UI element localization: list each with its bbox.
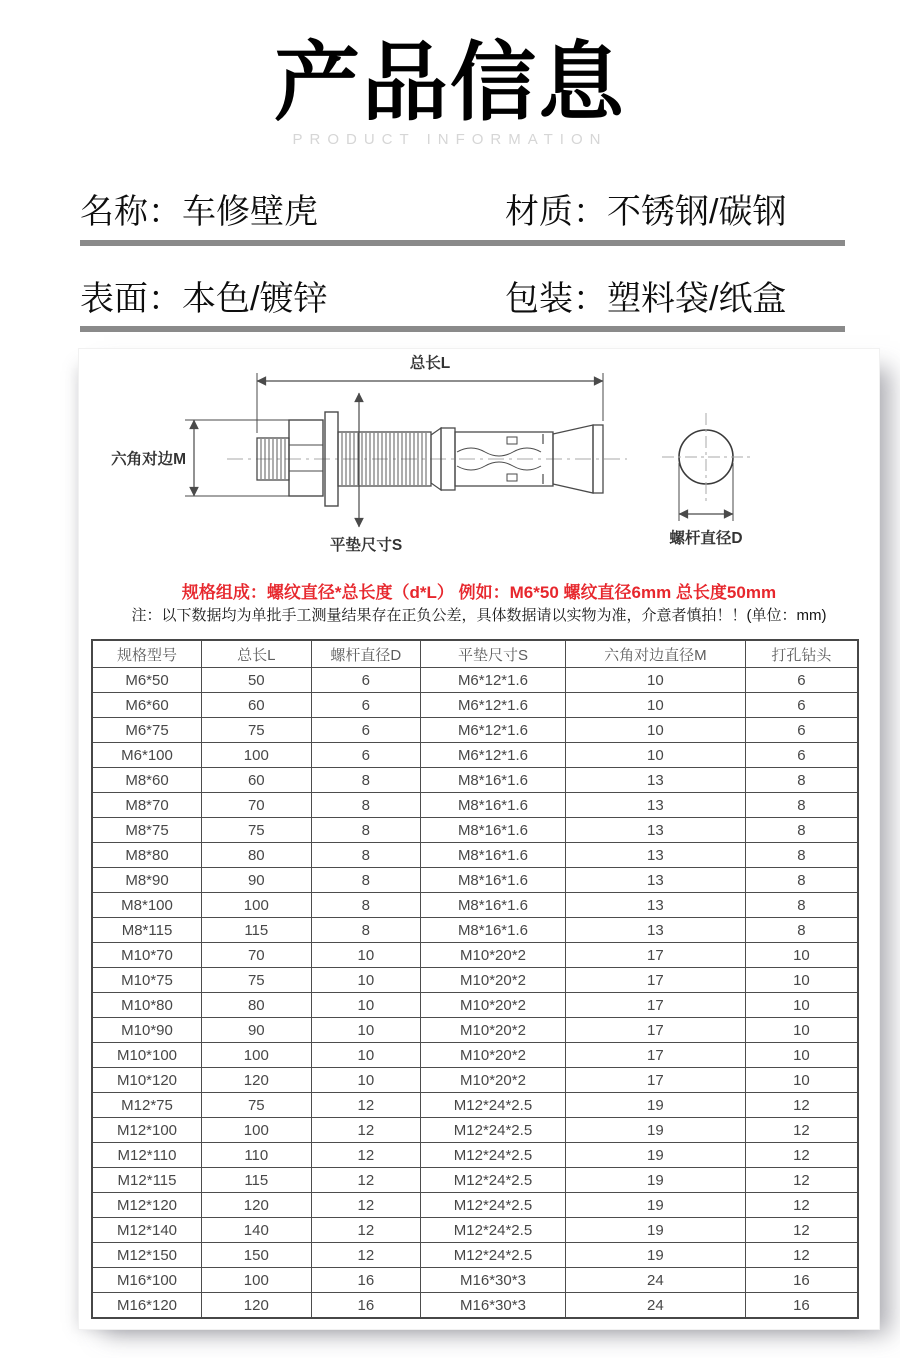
table-row <box>92 1268 858 1293</box>
table-cell: 90 <box>202 868 312 893</box>
table-row <box>92 693 858 718</box>
table-cell: 10 <box>745 1043 858 1068</box>
table-cell: 12 <box>745 1093 858 1118</box>
table-row <box>92 1093 858 1118</box>
table-cell: 120 <box>202 1193 312 1218</box>
spec-composition-line: 规格组成：螺纹直径*总长度（d*L） 例如：M6*50 螺纹直径6mm 总长度50mm <box>181 583 777 602</box>
table-cell: M6*50 <box>92 668 202 693</box>
table-cell: 10 <box>565 693 745 718</box>
dim-label-total-length: 总长L <box>409 355 451 372</box>
table-cell: 13 <box>565 843 745 868</box>
table-cell: 16 <box>745 1268 858 1293</box>
table-cell: 80 <box>202 993 312 1018</box>
table-cell: M12*75 <box>92 1093 202 1118</box>
table-cell: 10 <box>745 1018 858 1043</box>
table-cell: M6*75 <box>92 718 202 743</box>
table-row <box>92 868 858 893</box>
table-cell: 6 <box>311 718 421 743</box>
table-cell: 75 <box>202 818 312 843</box>
table-cell: 12 <box>745 1193 858 1218</box>
material-label: 材质： <box>505 193 607 231</box>
table-cell: M6*100 <box>92 743 202 768</box>
table-cell: 10 <box>745 968 858 993</box>
table-cell: M8*75 <box>92 818 202 843</box>
table-cell: M12*24*2.5 <box>421 1243 566 1268</box>
table-cell: M12*24*2.5 <box>421 1218 566 1243</box>
table-cell: M8*80 <box>92 843 202 868</box>
table-cell: 19 <box>565 1143 745 1168</box>
table-cell: 24 <box>565 1268 745 1293</box>
table-cell: M8*16*1.6 <box>421 918 566 943</box>
table-cell: 8 <box>745 868 858 893</box>
table-cell: M16*100 <box>92 1268 202 1293</box>
table-cell: M8*16*1.6 <box>421 843 566 868</box>
table-cell: 6 <box>311 693 421 718</box>
table-cell: M10*20*2 <box>421 993 566 1018</box>
table-cell: 13 <box>565 768 745 793</box>
table-cell: 17 <box>565 1068 745 1093</box>
table-cell: M6*60 <box>92 693 202 718</box>
dim-label-rod-diameter: 螺杆直径D <box>669 530 743 547</box>
table-cell: M8*16*1.6 <box>421 768 566 793</box>
anchor-bolt-diagram <box>79 349 881 577</box>
table-cell: M12*24*2.5 <box>421 1168 566 1193</box>
table-cell: M12*110 <box>92 1143 202 1168</box>
table-cell: 13 <box>565 868 745 893</box>
table-cell: 10 <box>311 1043 421 1068</box>
table-row <box>92 968 858 993</box>
table-cell: 12 <box>311 1118 421 1143</box>
column-header: 螺杆直径D <box>311 640 421 668</box>
table-cell: 140 <box>202 1218 312 1243</box>
table-row <box>92 718 858 743</box>
table-cell: 16 <box>745 1293 858 1319</box>
table-cell: M10*80 <box>92 993 202 1018</box>
table-cell: 100 <box>202 893 312 918</box>
table-cell: M12*150 <box>92 1243 202 1268</box>
table-cell: 8 <box>745 768 858 793</box>
table-row <box>92 943 858 968</box>
table-cell: 12 <box>311 1143 421 1168</box>
table-cell: 10 <box>311 1068 421 1093</box>
table-cell: 115 <box>202 918 312 943</box>
table-cell: 8 <box>311 893 421 918</box>
table-cell: 10 <box>311 993 421 1018</box>
dim-label-hex-width: 六角对边M <box>111 451 186 468</box>
column-header: 平垫尺寸S <box>421 640 566 668</box>
table-cell: M10*100 <box>92 1043 202 1068</box>
table-row <box>92 793 858 818</box>
table-cell: M8*16*1.6 <box>421 818 566 843</box>
hex-nut <box>289 420 323 496</box>
table-cell: 8 <box>745 918 858 943</box>
table-cell: 10 <box>565 743 745 768</box>
table-cell: M8*100 <box>92 893 202 918</box>
table-header-row <box>92 640 858 668</box>
info-row-1 <box>80 184 855 230</box>
table-cell: M12*24*2.5 <box>421 1118 566 1143</box>
table-cell: M16*30*3 <box>421 1268 566 1293</box>
table-cell: 12 <box>745 1118 858 1143</box>
table-cell: 70 <box>202 793 312 818</box>
table-cell: M12*120 <box>92 1193 202 1218</box>
dim-label-washer-size: 平垫尺寸S <box>329 537 403 554</box>
table-cell: 12 <box>745 1143 858 1168</box>
table-cell: 12 <box>311 1193 421 1218</box>
table-cell: 17 <box>565 1018 745 1043</box>
table-cell: 100 <box>202 1268 312 1293</box>
table-cell: 12 <box>311 1218 421 1243</box>
table-cell: 19 <box>565 1118 745 1143</box>
table-cell: M8*16*1.6 <box>421 893 566 918</box>
page-subtitle: PRODUCT INFORMATION <box>292 131 608 148</box>
table-cell: M16*120 <box>92 1293 202 1319</box>
table-cell: 80 <box>202 843 312 868</box>
table-cell: 8 <box>745 893 858 918</box>
table-cell: 13 <box>565 818 745 843</box>
table-row <box>92 1018 858 1043</box>
info-row-2 <box>80 271 855 317</box>
table-cell: 75 <box>202 968 312 993</box>
table-cell: 10 <box>565 668 745 693</box>
table-cell: 6 <box>745 718 858 743</box>
table-cell: 10 <box>311 943 421 968</box>
table-cell: 10 <box>745 1068 858 1093</box>
table-row <box>92 843 858 868</box>
table-cell: 8 <box>311 768 421 793</box>
table-cell: 10 <box>745 993 858 1018</box>
table-cell: 10 <box>311 968 421 993</box>
table-cell: 120 <box>202 1068 312 1093</box>
table-row <box>92 1118 858 1143</box>
table-cell: 17 <box>565 943 745 968</box>
table-row <box>92 768 858 793</box>
table-cell: 16 <box>311 1268 421 1293</box>
table-cell: 150 <box>202 1243 312 1268</box>
material-value: 不锈钢/碳钢 <box>607 193 787 231</box>
table-cell: 8 <box>311 868 421 893</box>
table-cell: M8*90 <box>92 868 202 893</box>
table-cell: 13 <box>565 918 745 943</box>
table-cell: 75 <box>202 1093 312 1118</box>
table-cell: 70 <box>202 943 312 968</box>
table-row <box>92 893 858 918</box>
table-cell: 19 <box>565 1218 745 1243</box>
table-row <box>92 1068 858 1093</box>
spec-table <box>91 639 859 1319</box>
table-cell: 6 <box>311 743 421 768</box>
table-row <box>92 818 858 843</box>
table-cell: M10*20*2 <box>421 1018 566 1043</box>
table-cell: M10*120 <box>92 1068 202 1093</box>
table-cell: 8 <box>745 793 858 818</box>
table-row <box>92 743 858 768</box>
table-cell: 60 <box>202 693 312 718</box>
table-cell: M6*12*1.6 <box>421 693 566 718</box>
table-cell: 17 <box>565 1043 745 1068</box>
measurement-note-line: 注：以下数据均为单批手工测量结果存在正负公差，具体数据请以实物为准，介意者慎拍！！(单位：mm) <box>131 607 827 624</box>
table-cell: M8*60 <box>92 768 202 793</box>
table-cell: M10*20*2 <box>421 1043 566 1068</box>
table-cell: 6 <box>745 668 858 693</box>
table-cell: 13 <box>565 893 745 918</box>
column-header: 六角对边直径M <box>565 640 745 668</box>
table-cell: 10 <box>311 1018 421 1043</box>
table-row <box>92 1243 858 1268</box>
table-cell: 12 <box>745 1218 858 1243</box>
table-row <box>92 1193 858 1218</box>
table-cell: 6 <box>745 743 858 768</box>
table-cell: 12 <box>311 1243 421 1268</box>
table-cell: M6*12*1.6 <box>421 668 566 693</box>
table-cell: 19 <box>565 1168 745 1193</box>
packaging-label: 包装： <box>505 280 607 318</box>
table-cell: 17 <box>565 993 745 1018</box>
table-cell: M6*12*1.6 <box>421 718 566 743</box>
table-cell: 10 <box>745 943 858 968</box>
table-cell: M8*16*1.6 <box>421 793 566 818</box>
surface-label: 表面： <box>80 280 182 318</box>
table-cell: M16*30*3 <box>421 1293 566 1319</box>
table-cell: 13 <box>565 793 745 818</box>
table-cell: M8*70 <box>92 793 202 818</box>
table-cell: 19 <box>565 1193 745 1218</box>
table-cell: 8 <box>311 793 421 818</box>
table-cell: 8 <box>311 918 421 943</box>
table-cell: 90 <box>202 1018 312 1043</box>
table-cell: M10*20*2 <box>421 1068 566 1093</box>
table-row <box>92 1218 858 1243</box>
table-row <box>92 1043 858 1068</box>
surface-field <box>80 280 327 318</box>
divider-line <box>80 240 845 246</box>
table-cell: 8 <box>745 843 858 868</box>
table-cell: 100 <box>202 1043 312 1068</box>
table-cell: 17 <box>565 968 745 993</box>
table-cell: 120 <box>202 1293 312 1319</box>
table-cell: 100 <box>202 1118 312 1143</box>
table-row <box>92 1293 858 1319</box>
table-cell: M12*115 <box>92 1168 202 1193</box>
table-cell: 24 <box>565 1293 745 1319</box>
name-value: 车修壁虎 <box>182 193 318 231</box>
table-row <box>92 993 858 1018</box>
table-cell: M8*16*1.6 <box>421 868 566 893</box>
page-title: 产品信息 <box>274 35 626 131</box>
spec-sheet-panel <box>78 348 880 1330</box>
table-cell: M12*100 <box>92 1118 202 1143</box>
stub-threads <box>261 439 285 479</box>
material-field <box>505 184 786 233</box>
surface-value: 本色/镀锌 <box>182 280 328 318</box>
table-cell: M8*115 <box>92 918 202 943</box>
table-cell: 19 <box>565 1243 745 1268</box>
table-cell: 8 <box>311 843 421 868</box>
column-header: 规格型号 <box>92 640 202 668</box>
table-cell: 60 <box>202 768 312 793</box>
table-cell: 12 <box>745 1168 858 1193</box>
name-label: 名称： <box>80 193 182 231</box>
table-cell: 100 <box>202 743 312 768</box>
divider-line <box>80 326 845 332</box>
table-cell: 12 <box>745 1243 858 1268</box>
table-row <box>92 668 858 693</box>
packaging-value: 塑料袋/纸盒 <box>607 280 787 318</box>
table-cell: M10*20*2 <box>421 968 566 993</box>
table-cell: M12*140 <box>92 1218 202 1243</box>
table-cell: 6 <box>311 668 421 693</box>
table-cell: M10*90 <box>92 1018 202 1043</box>
table-row <box>92 918 858 943</box>
table-cell: M12*24*2.5 <box>421 1193 566 1218</box>
table-cell: 8 <box>745 818 858 843</box>
table-cell: 16 <box>311 1293 421 1319</box>
table-cell: 12 <box>311 1093 421 1118</box>
table-cell: M10*20*2 <box>421 943 566 968</box>
table-cell: M10*70 <box>92 943 202 968</box>
table-cell: 10 <box>565 718 745 743</box>
table-row <box>92 1168 858 1193</box>
column-header: 总长L <box>202 640 312 668</box>
table-cell: 6 <box>745 693 858 718</box>
column-header: 打孔钻头 <box>745 640 858 668</box>
table-cell: 19 <box>565 1093 745 1118</box>
table-cell: M6*12*1.6 <box>421 743 566 768</box>
table-cell: 75 <box>202 718 312 743</box>
packaging-field <box>505 271 786 320</box>
table-cell: 110 <box>202 1143 312 1168</box>
name-field <box>80 193 318 231</box>
table-cell: 115 <box>202 1168 312 1193</box>
table-cell: M12*24*2.5 <box>421 1093 566 1118</box>
table-cell: M10*75 <box>92 968 202 993</box>
table-row <box>92 1143 858 1168</box>
table-cell: 50 <box>202 668 312 693</box>
table-cell: 8 <box>311 818 421 843</box>
table-cell: 12 <box>311 1168 421 1193</box>
table-cell: M12*24*2.5 <box>421 1143 566 1168</box>
